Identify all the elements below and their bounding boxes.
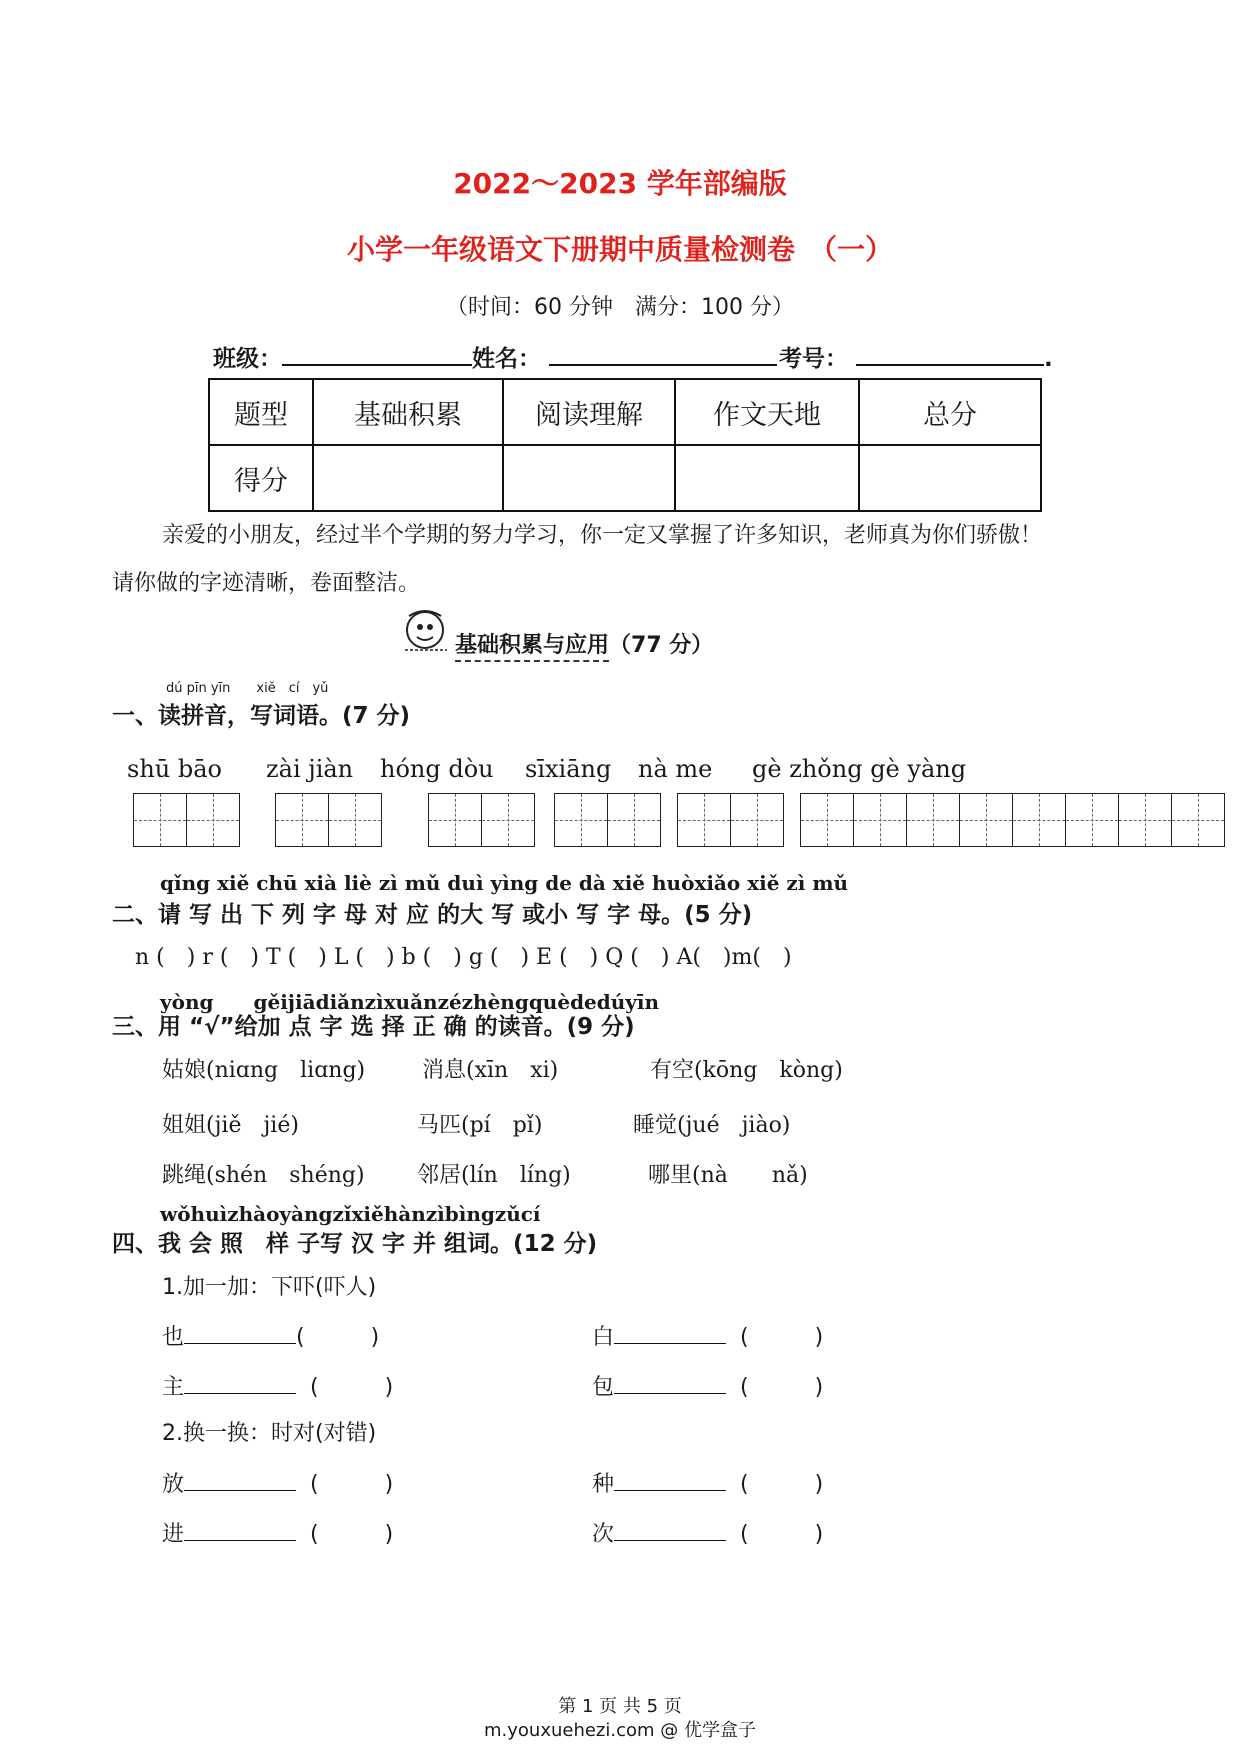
q2-letters[interactable]: n ( ) r ( ) T ( ) L ( ) b ( ) g ( ) E ( ) Q ( ) A( )m( ) [135, 945, 792, 970]
q3-heading: 三、用 “√”给加 点 字 选 择 正 确 的读音。(9 分) [112, 1014, 635, 1040]
q4-char: 也 [162, 1325, 185, 1350]
q4-part1-label: 1.加一加：下吓(吓人) [162, 1275, 377, 1300]
exam-no-label: 考号： [779, 346, 848, 372]
score-table-header: 阅读理解 [503, 379, 675, 445]
q4-char: 种 [592, 1472, 615, 1497]
q3-option[interactable]: 邻居(lín líng) [417, 1163, 571, 1188]
page-number: 第 1 页 共 5 页 [558, 1696, 682, 1717]
q4-paren: ( ) [310, 1375, 394, 1400]
name-label: 姓名： [472, 346, 541, 372]
name-blank[interactable] [549, 340, 777, 366]
q2-heading: 二、请 写 出 下 列 字 母 对 应 的大 写 或小 写 字 母。(5 分) [112, 902, 753, 928]
q4-paren: ( ) [740, 1325, 824, 1350]
q4-char: 包 [592, 1375, 615, 1400]
section-heading [455, 628, 713, 659]
q3-option[interactable]: 哪里(nà nǎ) [648, 1163, 808, 1188]
intro-line1: 亲爱的小朋友，经过半个学期的努力学习，你一定又掌握了许多知识，老师真为你们骄傲！ [162, 523, 1043, 548]
section-score: （77 分） [609, 633, 714, 658]
end-mark: . [1044, 346, 1053, 372]
q4-part2-label: 2.换一换：时对(对错) [162, 1421, 377, 1446]
q4-char: 次 [592, 1522, 615, 1547]
score-table-header: 基础积累 [313, 379, 503, 445]
q4-fill-row[interactable] [592, 1517, 823, 1548]
q4-fill-row[interactable] [162, 1320, 379, 1351]
exam-title-line2: 小学一年级语文下册期中质量检测卷 （一） [346, 233, 893, 266]
q1-word-pinyin: hóng dòu [380, 755, 494, 783]
q2-pinyin: qǐng xiě chū xià liè zì mǔ duì yìng de dà xiě huòxiǎo xiě zì mǔ [160, 871, 849, 895]
writing-grid[interactable] [275, 793, 382, 847]
score-table-score-row [209, 445, 1041, 511]
score-cell[interactable] [503, 445, 675, 511]
q1-heading: 一、读拼音，写词语。(7 分) [112, 703, 411, 729]
score-cell[interactable] [313, 445, 503, 511]
q1-word-pinyin: shū bāo [127, 755, 222, 783]
writing-grid[interactable] [133, 793, 240, 847]
q1-word-pinyin: gè zhǒng gè yàng [752, 755, 967, 783]
intro-paragraph [112, 512, 1137, 608]
score-table-header: 作文天地 [675, 379, 859, 445]
q4-fill-row[interactable] [162, 1370, 393, 1401]
site-watermark[interactable]: m.youxuehezi.com @ 优学盒子 [483, 1720, 756, 1741]
exam-subtitle: （时间：60 分钟 满分：100 分） [446, 295, 794, 320]
q4-paren: ( ) [310, 1472, 394, 1497]
writing-grid[interactable] [428, 793, 535, 847]
section-mascot-icon [399, 608, 455, 664]
q4-fill-row[interactable] [162, 1517, 393, 1548]
q4-char: 主 [162, 1375, 185, 1400]
q4-paren: ( ) [296, 1325, 380, 1350]
q3-pinyin: yòng gěijiādiǎnzìxuǎnzézhèngquèdedúyīn [160, 990, 660, 1014]
class-label: 班级： [213, 346, 282, 372]
exam-title-line1: 2022～2023 学年部编版 [453, 167, 787, 200]
q3-option[interactable]: 姐姐(jiě jié) [162, 1113, 299, 1138]
q4-char: 进 [162, 1522, 185, 1547]
q4-fill-row[interactable] [592, 1320, 823, 1351]
writing-grid[interactable] [677, 793, 784, 847]
q4-fill-row[interactable] [592, 1370, 823, 1401]
q4-pinyin: wǒhuìzhàoyàngzǐxiěhànzìbìngzǔcí [160, 1202, 541, 1226]
score-table-header: 总分 [859, 379, 1041, 445]
q4-paren: ( ) [740, 1375, 824, 1400]
q4-fill-row[interactable] [592, 1467, 823, 1498]
q3-option[interactable]: 睡觉(jué jiào) [633, 1113, 791, 1138]
q1-word-pinyin: zài jiàn [266, 755, 354, 783]
score-cell[interactable] [859, 445, 1041, 511]
q4-char: 白 [592, 1325, 615, 1350]
student-info-line [213, 340, 1053, 373]
score-table [208, 378, 1042, 512]
q1-word-pinyin: sīxiāng [525, 755, 612, 783]
q4-fill-row[interactable] [162, 1467, 393, 1498]
q3-option[interactable]: 马匹(pí pǐ) [417, 1113, 543, 1138]
q3-option[interactable]: 姑娘(niɑng liɑng) [162, 1058, 366, 1083]
q4-paren: ( ) [310, 1522, 394, 1547]
class-blank[interactable] [282, 340, 472, 366]
q4-char: 放 [162, 1472, 185, 1497]
q4-paren: ( ) [740, 1522, 824, 1547]
score-table-header-row [209, 379, 1041, 445]
score-row-label: 得分 [209, 445, 313, 511]
score-cell[interactable] [675, 445, 859, 511]
q3-option[interactable]: 有空(kōng kòng) [650, 1058, 843, 1083]
q1-pinyin: dú pīn yīn xiě cí yǔ [166, 681, 329, 696]
intro-line2: 请你做的字迹清晰，卷面整洁。 [112, 571, 421, 596]
q3-option[interactable]: 跳绳(shén shéng) [162, 1163, 365, 1188]
writing-grid[interactable] [554, 793, 661, 847]
q1-word-pinyin: nà me [638, 755, 713, 783]
exam-no-blank[interactable] [856, 340, 1044, 366]
q4-paren: ( ) [740, 1472, 824, 1497]
q4-heading: 四、我 会 照 样 子写 汉 字 并 组词。(12 分) [112, 1231, 598, 1257]
section-title: 基础积累与应用 [455, 633, 609, 662]
writing-grid[interactable] [800, 793, 1225, 847]
q3-option[interactable]: 消息(xīn xi) [422, 1058, 559, 1083]
score-table-header: 题型 [209, 379, 313, 445]
